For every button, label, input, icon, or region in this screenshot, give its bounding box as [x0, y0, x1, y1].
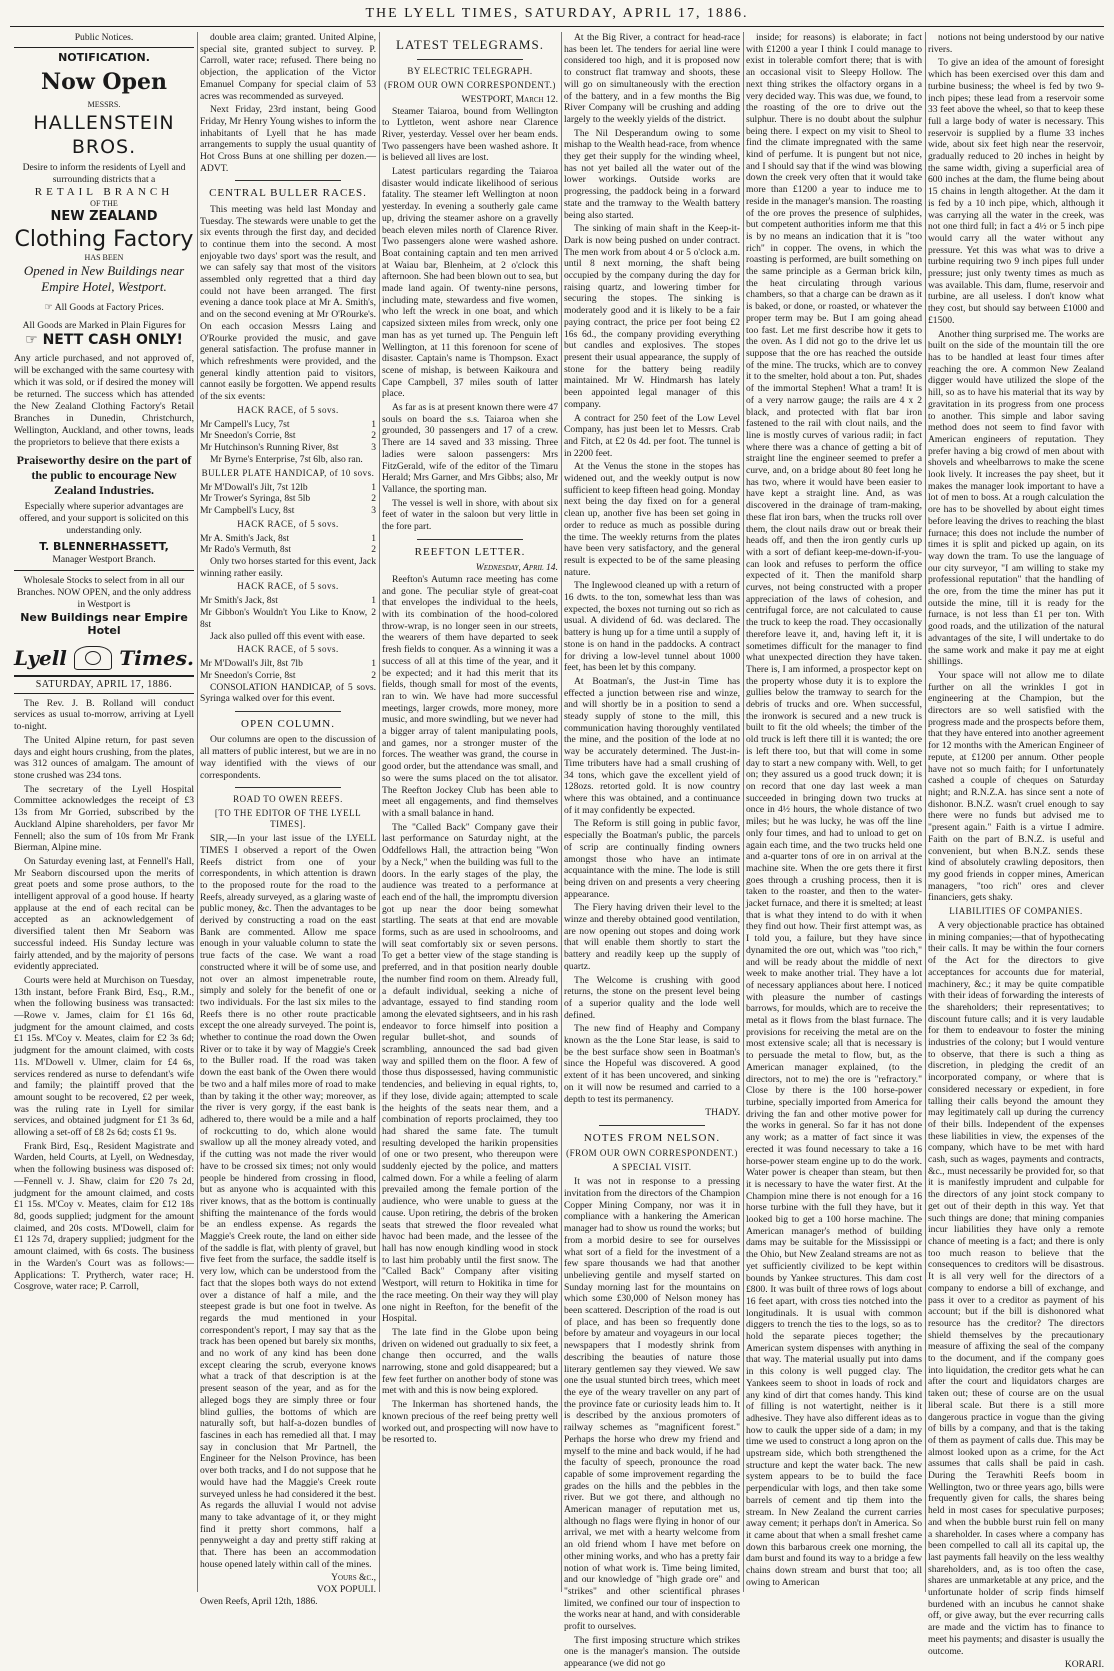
paragraph: The "Called Back" Company gave their last performance on Saturday night, at the Oddfellows Hall, the attraction being "Won by a Neck," when the building was full to the doors. In the early stages of the play, the audience was treated to a performance at each end of the hall, the impromptu diversion got up near the door being somewhat startling. The seats at that end are movable forms, such as are used in schoolrooms, and will seat comfortably six or seven persons. To get a better view of the stage standing is preferred, and in that position nearly double the number find room on them. Already full, a default individual, seeking a niche of advantage, essayed to find standing room among the elevated sightseers, and in his rash endeavor to force himself into position a regular bullet-shot, and sounds of scrambling, announced the sad bad given way and spilled them on the floor. A few of those thus dispossessed, having communistic tendencies, and believing in equal rights, to, if they lose, divide again; attempted to scale the heights of the seats near them, and a combination of reports proclaimed, they too had shared the same fate. The tumult resulting developed the harikin propensities of one or two present, who thereupon were suddenly ejected by the police, and matters calmed down. For a while a feeling of alarm prevailed among the female portion of the audience, who were unable to guess at the cause. Upon retiring, the debris of the broken seats that strewed the floor revealed what havoc had been made, and the lessee of the hall has now enough kindling wood in stock to last him probably until the first snow. The "Called Back" Company after visiting Westport, will return to Hokitika in time for the race meeting. On their way they will play one night in Reefton, for the benefit of the Hospital.	[382, 821, 558, 1325]
now-open-heading: Now Open	[41, 68, 167, 95]
especially-text: Especially where superior advantages are offered, and your support is solicited on this understanding only.	[19, 501, 189, 537]
paragraph: The Fiery having driven their level to the winze and thereby obtained good ventilation, are now opening out stopes and doing work that will enable them shortly to start the battery and readily keep up the supply of quartz.	[564, 902, 740, 972]
paragraph: Steamer Taiaroa, bound from Wellington to Lyttleton, went ashore near Clarence River, yesterday. Vessel over her beam ends. Two passengers have been washed ashore. It is believed all lives are lost.	[382, 105, 558, 164]
paragraph: The Inglewood cleaned up with a return of 16 dwts. to the ton, somewhat less than was expected, the boxes not turning out so rich as usual. A dividend of 6d. was declared. The battery is hung up for a time until a supply of stone is on hand in the paddocks. A contract for driving a low-level tunnel about 1000 feet, has been let by this company.	[564, 580, 740, 674]
paragraph: Our columns are open to the discussion of all matters of public interest, but we are in no way identified with the views of our correspondents.	[200, 734, 376, 781]
pointing-hand-icon: ☞	[44, 301, 55, 313]
signature: KORARI.	[1064, 1659, 1104, 1671]
wholesale-text: Wholesale Stocks to select from in all our Branches. NOW OPEN, and the only address in Westport is	[16, 574, 192, 610]
column-rule	[197, 32, 198, 1592]
paragraph: notions not being understood by our native rivers.	[928, 32, 1104, 55]
paragraph: The Welcome is crushing with good returns, the stone on the present level being of a superior quality and the lode well defined.	[564, 974, 740, 1021]
section-heading: OPEN COLUMN.	[241, 718, 335, 730]
closing: Yours &c.,	[331, 1572, 376, 1584]
paragraph: The first imposing structure which strikes one is the manager's mansion. The outside appearance (we did not go	[564, 1634, 740, 1670]
paragraph: Reefton's Autumn race meeting has come and gone. The peculiar style of great-coat that envelopes the individual to the heels, with its combination of the hood-colored throw-wrap, is no longer seen in our streets, the wearers of them have departed to seek fresh fields to conquer. As a winning it was a success of all at this time of the year, and it be expected; and it had this merit that its fields, though small for most of the events, ran to win. We have had more successful meetings, larger crowds, more money, more music, and more swindling, but we never had a bigger array of talent manipulating pools, and games, nor a stronger muster of the forces. The weather was grand, the course in good order, but the attendance was small, and so were the sums placed on the tot alisator. The Reefton Jockey Club has been able to meet all engagements, and find themselves with a small balance in hand.	[382, 573, 558, 819]
paragraph: It was not in response to a pressing invitation from the directors of the Champion Copper Mining Company, nor was it in compliance with a hankering the American manager had to show us round the works; but from a morbid desire to see for ourselves what sort of a field for the investment of a few spare thousands we had that another unbelieving gentile and myself started on Sunday morning last for the mountains on which some £30,000 of Nelson money has been scattered. Description of the road is out of place, and has been so frequently done before by amateur and voyageurs in our local newspapers that I modestly shrink from describing the beauties of nature those literary gentlemen say they viewed. We saw one the usual stunted birch trees, which meet the eye of the weary traveller on any part of the province fate or curiosity leads him to. It is described by the anxious promoters of railway schemes as "magnificent forest." Perhaps the horse who drew my friend and myself to the mine and back would, if he had the faculty of speech, pronounce the road capable of some improvement regarding the grades on the hills and the pebbles in the river. But we got there, and although no American manager of reputation met us, although no flags were flying in honor of our arrival, we met with a hearty welcome from an old friend whom I have met before on other mining works, and who has a pretty fair notion of what work is. Time being limited, and our knowledge of "high grade ore" and "strikes" and other scientifical phrases limited, we confined our tour of inspection to the works near at hand, and with considerable profit to ourselves.	[564, 1176, 740, 1633]
flag-right: Times.	[119, 646, 194, 671]
paragraph: At the Venus the stone in the stopes has widened out, and the weekly output is now sufficient to keep fifteen head going. Monday next being the day fixed on for a general clean up, another five has been set going in order to reduce as much as possible during the time. The weekly returns from the plates have been very satisfactory, and the general result is expected to be of the same pleasing nature.	[564, 461, 740, 578]
opened-text: Opened in New Buildings near Empire Hotel, Westport.	[23, 263, 185, 295]
paragraph: To give an idea of the amount of foresight which has been exercised over this dam and turbine business; the wheel is fed by two 9-inch pipes; these lead from a reservoir some 33 feet above the wheel, so that to keep these full a large body of water is necessary. This reservoir is supplied by a flume 33 inches wide, about six feet high near the reservoir, gradually reduced to 20 inches in height by the same width, giving a superficial area of 600 inches at the dam, the flume being about 15 chains in length altogether. At the dam it is fed by a 10 inch pipe, which, although it was carrying all the water in the creek, was not one third full; in fact a 4½ or 5 inch pipe would carry all the water without any pressure. Yet this was what was to drive a turbine requiring two 9 inch pipes full under pressure; just only twenty times as much as was available. This dam, flume, reservoir and turbine, are all useless. I don't know what they cost, but should say between £1000 and £1500.	[928, 57, 1104, 326]
paragraph: The United Alpine return, for past seven days and eight hours crushing, from the plates, was 312 ounces of amalgam. The amount of stone crushed was 234 tons.	[14, 734, 194, 781]
column-rule	[561, 32, 562, 1592]
column-2	[200, 32, 376, 1607]
factory-prices-text: ☞ All Goods at Factory Prices.	[44, 301, 164, 313]
section-heading: CENTRAL BULLER RACES.	[209, 187, 367, 200]
paragraph: This meeting was held last Monday and Tuesday. The stewards were unable to get the six events through the first day, and decided to continue them into the second. A most enjoyable two days' sport was the result, and we can safely say that most of the visitors assembled only regretted that a third day could not have been arranged. The first evening a dance took place at Mr A. Smith's, and on the second evening at Mr O'Rourke's. On each occasion Messrs Laing and O'Rourke provided the music, and gave general satisfaction. The profuse manner in which refreshments were provided, and the general kindly attention paid to visitors, cannot easily be forgotten. We append results of the six events:	[200, 203, 376, 403]
clothing-factory-heading: Clothing Factory	[14, 226, 194, 252]
section-heading: LATEST TELEGRAMS.	[396, 37, 544, 52]
race-note: Only two horses started for this event, Jack winning rather easily.	[200, 556, 376, 579]
race-note: Jack also pulled off this event with ease.	[210, 630, 365, 642]
paragraph: Another thing surprised me. The works are built on the side of the mountain till the ore has to be handled at least four times after reaching the ore. A common New Zealand digger would have utilized the slope of the hill, so as to have his material that its way by gravitation in its progress from one process to another. This simple and labor saving method does not seem to find favor with American engineers of reputation. They prefer having a big crowd of men about with shovels and wheelbarrows to make the scene look lively. It increases the pay sheet, but it makes the manager look important to have a lot of men to boss. At a rough calculation the ore has to be shovelled by about eight times before leaving the drives to reaching the blast furnace; this does not include the number of times it is split and picked up again, on its way down the tram. To use the language of our city surveyor, "I am willing to stake my professional reputation" that the handling of the ore, from the time the miner has put it outside the mine, till it is ready for the furnace, is not less than £1 per ton. With good roads, and the utilization of the natural advantages of the site, I will undertake to do the same work and make it pay me at eight shillings.	[928, 328, 1104, 668]
masthead-rule	[10, 26, 1104, 27]
new-zealand-heading: NEW ZEALAND	[50, 209, 158, 225]
paragraph: Your space will not allow me to dilate further on all the wrinkles I got in engineering at the Champion, but the directors are so well satisfied with the progress made and the prospects before them, that they have entered into another agreement for 12 months with the American Engineer of repute, at £1200 per annum. Other people have not so much faith; for I unfortunately cashed a couple of cheques on Saturday night; and R.N.Z.A. has since sent a note of dishonor. B.N.Z. wasn't cruel enough to say there were no funds but advised me to "present again." Faith is a virtue I admire. Faith on the part of B.N.Z. is useful and convenient, but when B.N.Z. sends these kind of absolutely crawling depositors, then my good friends in copper mines, American managers, "too rich" ores and clever financiers, gets shaky.	[928, 669, 1104, 904]
column-rule	[925, 32, 926, 1592]
race-result: Mr Sneedon's Corrie, 8st 2	[200, 669, 376, 681]
race-heading: BULLER PLATE HANDICAP, of 10 sovs.	[201, 467, 375, 478]
flag-left: Lyell	[14, 646, 67, 671]
paragraph: The Reform is still going in public favor, especially the Boatman's public, the parcels of scrip are continually finding owners amongst those who have an intimate acquaintance with the mine. The lode is still being driven on and presents a very cheering appearance.	[564, 818, 740, 900]
retail-branch-heading: RETAIL BRANCH	[34, 185, 174, 198]
section-subheading: (FROM OUR OWN CORRESPONDENT.)	[384, 79, 556, 90]
paragraph: The new find of Heaphy and Company known as the the Lone Star lease, is said to be the best surface show seen in Boatman's since the Hopeful was discovered. A good extent of it has been uncovered, and sinking on it will now be resumed and carried to a depth to test its permanency.	[564, 1023, 740, 1105]
column-3	[382, 32, 558, 1592]
paragraph: Courts were held at Murchison on Tuesday, 13th instant, before Frank Bird, Esq., R.M., when the following business was transacted:—Rowe v. James, claim for £1 16s 6d, judgment for the amount claimed, and costs £1 15s. M'Coy v. Meates, claim for £2 3s 6d; judgment for the amount claimed, with costs 11s. M'Dowell v. Ulmer, claim for £4 6s, services rendered as nurse to defendant's wife and family; the plaintiff proved that the amount sought to be recovered, £2 per week, was the ruling rate in Lyell for similar services, and obtained judgment for £1 3s 6d, allowing a set-off of £8 2s 6d; costs £1 9s.	[14, 974, 194, 1139]
signature: VOX POPULI.	[316, 1584, 376, 1596]
race-heading: HACK RACE, of 5 sovs.	[237, 581, 339, 592]
paragraph: The late find in the Globe upon being driven on widened out gradually to six feet, a change then occurred, and the walls narrowing, stone and gold disappeared; but a few feet further on another body of stone was met with and this is now being explored.	[382, 1326, 558, 1397]
paragraph: Latest particulars regarding the Taiaroa disaster would indicate likelihood of serious fatality. The steamer left Wellington at noon yesterday. In evening a southerly gale came up, driving the steamer ashore on a gravelly beach eleven miles north of Clarence River. Two passengers alone were washed ashore. Boat containing captain and ten men arrived at Waiau bar, Blenheim, at 2 o'clock this afternoon. She had been blown out to sea, but made land again. Of twenty-nine persons, including mate, stewardess and five women, who left the wreck in one boat, and which capsized sixteen miles from wreck, only one man has as yet turned up. The Penguin left Wellington, at 11 this forenoon for scene of disaster. Captain's name is Thompson. Exact scene of mishap, is between Kaikoura and Cape Campbell, 37 miles south of latter place.	[382, 166, 558, 400]
race-result: Mr Hutchinson's Running River, 8st 3	[200, 442, 376, 454]
race-result: Mr Campell's Lucy, 7st 1	[200, 418, 376, 430]
race-result: Mr Smith's Jack, 8st 1	[200, 595, 376, 607]
paragraph: As far as is at present known there were 47 souls on board the s.s. Taiaroa when she grounded, 30 passengers and 17 of a crew. There are 14 saved and 33 missing. Three ladies were saloon passengers: Mrs FitzGerald, wife of the editor of the Timaru Herald; Mrs Garner, and Mrs Gibbs; also, Mr Vallance, the sporting man.	[382, 402, 558, 495]
paragraph: The vessel is well in shore, with about six feet of water in the saloon but very little in the fore part.	[382, 497, 558, 533]
section-heading: NOTES FROM NELSON.	[583, 1131, 721, 1144]
paragraph: double area claim; granted. United Alpine, special site, granted subject to survey. P. Carroll, water race; refused. There being no objection, the application of the Victor Emanuel Company for special claim of 53 acres was recommended as surveyed.	[200, 32, 376, 102]
place-date: Wednesday, April 14.	[475, 562, 558, 574]
race-heading: HACK RACE, of 5 sovs.	[237, 404, 339, 415]
messrs-label: MESSRS.	[87, 100, 121, 110]
column-rule	[379, 32, 380, 1592]
praiseworthy-text: Praiseworthy desire on the part of the public to encourage New Zealand Industries.	[16, 453, 192, 498]
paragraph: Frank Bird, Esq., Resident Magistrate and Warden, held Courts, at Lyell, on Wednesday, when the following business was disposed of:—Fennell v. J. Shaw, claim for £20 7s 2d, judgment for the amount claimed, and costs £1 15s. M'Coy v. Meates, claim for £12 18s 8d, goods supplied; judgment for the amount claimed, and 20s costs. M'Dowell, claim for £1 12s 7d, drapery supplied; judgment for the amount claimed, with 6s costs. The business in the Warden's Court was as follows:—Applications: T. Prytherch, water race; H. Cosgrove, water race; P. Carroll,	[14, 1140, 194, 1293]
paragraph: The Rev. J. B. Rolland will conduct services as usual to-morrow, arriving at Lyell to-night.	[14, 697, 194, 733]
newspaper-flag	[14, 646, 194, 670]
has-been-label: HAS BEEN	[84, 253, 124, 263]
race-note: CONSOLATION HANDICAP, of 5 sovs. Syringa walked over for this event.	[200, 681, 376, 705]
race-result: Mr Rado's Vermuth, 8st 2	[200, 544, 376, 556]
new-buildings-text: New Buildings near Empire Hotel	[20, 610, 188, 638]
signature: THADY.	[705, 1107, 740, 1119]
place-date: WESTPORT, March 12.	[461, 93, 558, 105]
section-subheading: ROAD TO OWEN REEFS.	[233, 794, 343, 805]
paragraph: On Saturday evening last, at Fennell's Hall, Mr Seaborn discoursed upon the merits of great poets and some prose authors, to the intelligent approval of a good house. If hearty applause at the end of each recital can be accepted as an acknowledgement of diversified talent then Mr Seaborn was successful indeed. His Sunday lecture was fairly attended, and by the majority of persons evidently appreciated.	[14, 855, 194, 973]
paragraph: The secretary of the Lyell Hospital Committee acknowledges the receipt of £3 13s from Mr Gorried, subscribed by the Auckland Alpine shareholders, per favor Mr Fennell; also the sum of 10s from Mr Frank Bierman, Alpine mine.	[14, 783, 194, 854]
nett-cash-text: ☞ NETT CASH ONLY!	[25, 331, 183, 348]
column-1	[14, 32, 194, 1592]
editor-line: [TO THE EDITOR OF THE LYELL TIMES].	[214, 808, 362, 830]
race-result: Mr Trower's Syringa, 8st 5lb 2	[200, 493, 376, 505]
of-the-label: OF THE	[90, 199, 118, 209]
paragraph: inside; for reasons) is elaborate; in fact with £1200 a year I think I could manage to exist in tolerable comfort there; that is with an occasional visit to Sleepy Hollow. The next thing strikes the olfactory organs in a very decided way. This was due, we found, to the roasting of the ore to drive out the sulphur. There is no doubt about the sulphur being there. I expect on my visit to Sheol to find the climate impregnated with the same kind of perfume. It is pungent but not nice, and I should say that if the wind was blowing down the creek very often that it would take more than £1200 a year to induce me to reside in the manager's mansion. The roasting of the ore proves the presence of sulphides, but competent authorities inform me that this is by no means an indication that it is "too rich" in copper. The ovens, in which the roasting is performed, are built something on the same principle as a German brick kiln, the heat circulating through various chambers, so that a charge can be drawn as it is baked, or done, or roasted, or whatever the proper term may be. But I am going ahead too fast. Let me first describe how it gets to the oven. As I did not go to the drive let us suppose that the ore has reached the outside of the mine. The trucks, which are to convey it to the smelter, hold about a ton. Put, shades of the immortal Stephen! What a tram! It is of a very narrow gauge; the rails are 4 x 2 black, and protected with flat bar iron fastened to the rail with clout nails, and the line is mostly curves of various radii; in fact where there was a chance of getting a bit of straight line the engineer seemed to prefer a curve, and, on a bridge about 80 feet long he has two, where it would have been easier to have kept a straight line. And, as was discovered in the drainage of tram-making, these flat iron bars, when the trucks roll over them, the clout nails draw out or break their heads off, and then the iron gently curls up with a sort of defiant keep-me-down-if-you-can look and refuses to perform the office expected of it. Then the manifold sharp curves, not being constructed with a proper appreciation of the laws of cohesion, and centrifugal force, are not calculated to cause the truck to keep the road. They occasionally therefore leave it, and, having left it, it is sometimes difficult for the manager to find what unexpected direction they have taken. There is, I am informed, a prospector kept on the property whose duty it is to explore the gullies below the tramway to search for the debris of trucks and ore. When successful, the ironwork is secured and a new truck is built to fit the old wheels; the timber of the old truck is left there till it is wanted; the ore is left there too, but that will come in some day to start a new company with. Well, to get on; they assured us a good truck down; it is on record that one day last week a man succeeded in bringing down two trucks at once in 4½ hours, the whole distance of two miles; but he was lucky, he was off the line only four times, and had to unload to get on again each time, and the two trucks held one and a-quarter tons of ore in on arrival at the machine site. When the ore gets there it first goes through a crushing process, then it is taken to the roaster, and then to the water-jacket furnace, and there it is smelted; at least that is what they intend to do with it when they find out how. Their first attempt was, as I told you, a failure, but they have since dynamited the ore out, which was "too rich," and will be ready about the middle of next week to make another trial. They have a lot of necessary appliances about here. I noticed with pleasure the number of castings barrows, for moulds, which are to receive the metal as it flows from the blast furnace. The provisions for receiving the metal are on the most extensive scale; all that is necessary is to persuade the metal to flow, but, as the American manager explained, (to the directors, not to me) the ore is "refractory." Close by there is the 100 horse-power turbine, specially imported from America for driving the fan and other motive power for the works in general. So far it has not done any work; as a matter of fact since it was erected it was found necessary to take a 16 horse-power steam engine up to do the work. Water power is cheaper than steam, but then it is necessary to have the water first. At the Champion mine there is not enough for a 16 horse turbine with the full they have, but it looked big to get a 100 horse machine. The American manager's method of building dams may be suitable for the Mississippi or the Ohio, but New Zealand streams are not as yet sufficiently civilized to be kept within bounds by Yankee structures. This dam cost £800. It was built of three rows of logs about 16 feet apart, with cross ties notched into the longitudinals. It is usual with common diggers to trench the ties to the logs, so as to hold the separate pieces together; the American system dispenses with anything in that way. The material usually put into dams in this colony is well pugged clay. The Yankees seem to shoot in loads of rock and any kind of dirt that comes handy. This kind of filling is not watertight, neither is it adhesive. They have also different ideas as to how to caulk the upper side of a dam; in my time we used to construct a long apron on the upstream side, which both strengthened the structure and kept the water back. The new system appears to be to build the face perpendicular with logs, and then take some barrels of cement and tip them into the stream. In New Zealand the current carries away cement; it perhaps don't in America. So it came about that when a small freshet came down this barbarous creek one morning, the dam burst and found its way to a bridge a few chains down stream and burst that too; all owing to American	[746, 32, 922, 1588]
race-result: Mr M'Dowall's Jilt, 8st 7lb 1	[200, 658, 376, 670]
column-5	[746, 32, 922, 1592]
paragraph: A very objectionable practice has obtained in mining companies;—that of hypothecating their calls. It may be within the four corners of the Act for the directors to give acceptances for accounts due for material, machinery, &c.; it may be quite compatible with their ideas of forwarding the interests of the shareholders; their representatives; to discount future calls; and it is very laudable for them to endeavour to foster the mining industries of the colony; but I would venture to observe, that there is such a thing as discretion, in pledging the credit of an incorporated company, or where that is considered necessary or expedient, in fore talling their calls beyond the amount they may legitimately call up during the currency of their bills. Independent of the expenses these liabilities in view, the expenses of the company, which have to be met with hard cash, such as wages, payments and contracts, &c., must necessarily be provided for, so that it is manifestly imprudent and culpable for the directors of any joint stock company to get out of their depth in this way. Yet that such things are done; that mining companies incur liabilities they have only a remote chance of meeting is a fact; and there is only too much reason to believe that the consequences to creditors will be disastrous. It is all very well for the directors of a company to endorse a bill of exchange, and pass it over to a creditor as payment of his account; but if the bill is dishonored what resource has the creditor? The directors shield themselves by the precautionary measure of affixing the seal of the company to the document, and if the company goes into liquidation, the creditor gets what he can after the court and liquidators charges are taken out; these of course are on the usual liberal scale. But there is a still more dangerous practice in vogue than the giving of bills by a company, and that is the taking of them as payment of calls due. This may be almost looked upon as a crime, for the Act assumes that calls shall be paid in cash. During the Terawhiti Reefs boom in Wellington, two or three years ago, bills were frequently given for calls, the shares being held in most cases for speculative purposes; and when the bubble burst ruin fell on many a shareholder. In cases where a company has been compelled to call all its capital up, the last payments fall heavily on the less wealthy shareholders, and, as is too often the case, shares are unmarketable at any price, and the unfortunate holder of scrip finds himself burdened with an incubus he cannot shake off, or give away, but the ever recurring calls are made and the victim has to finance to meet his payments; and disaster is usually the outcome.	[928, 920, 1104, 1657]
manager-name: T. BLENNERHASSETT,	[39, 540, 169, 553]
section-subheading: LIABILITIES OF COMPANIES.	[949, 906, 1083, 917]
paragraph: A contract for 250 feet of the Low Level Company, has just been let to Messrs. Crab and Fitch, at £2 0s 4d. per foot. The tunnel is in 2200 feet.	[564, 412, 740, 459]
section-subheading: BY ELECTRIC TELEGRAPH.	[407, 65, 533, 76]
paragraph: At Boatman's, the Just-in Time has effected a junction between rise and winze, and will shortly be in a position to send a steady supply of stone to the mill, this communication having thoroughly ventilated the mine, and the position of the lode at no way be accurately determined. The Just-in-Time tributers have had a small crushing of 34 tons, which gave the excellent yield of 128ozs. retorted gold. It is now country where this was obtained, and a continuance of it may confidently be expected.	[564, 675, 740, 816]
clothing-advertisement	[14, 32, 194, 638]
paragraph: The Nil Desperandum owing to some mishap to the Wealth head-race, from whence they get their supply for the winding wheel, has not yet bailed all the water out of the lower workings. Outside works are progressing, the paddock being in a forward state and the tramway to the Wealth battery being also started.	[564, 127, 740, 221]
dateline: SATURDAY, APRIL 17, 1886.	[14, 675, 194, 694]
masthead: THE LYELL TIMES, SATURDAY, APRIL 17, 1886.	[365, 6, 749, 21]
paragraph: Next Friday, 23rd instant, being Good Friday, Mr Henry Young wishes to inform the inhabitants of Lyell that he has made arrangements to supply the usual quantity of Hot Cross Buns at one shilling per dozen.—ADVT.	[200, 104, 376, 174]
column-6	[928, 32, 1104, 1671]
marked-text: All Goods are Marked in Plain Figures for	[22, 319, 186, 331]
race-result: Mr Sneedon's Corrie, 8st 2	[200, 430, 376, 442]
notices-heading: Public Notices.	[74, 32, 134, 43]
paragraph: The Inkerman has shortened hands, the known precious of the reef being pretty well worked out, and prospecting will now have to be resorted to.	[382, 1399, 558, 1446]
ad-body-text: Any article purchased, and not approved of, will be exchanged with the same courtesy with which it was sold, or if desired the money will be returned. The success which has attended the New Zealand Clothing Factory's Retail Branches in Dunedin, Christchurch, Wellington, Auckland, and other towns, leads the proprietors to believe that there exists a	[14, 353, 194, 449]
column-4	[564, 32, 740, 1670]
paragraph: The sinking of main shaft in the Keep-it-Dark is now being pushed on under contract. The men work from about 4 or 5 o'clock a.m. until 8 next morning, the shaft being occupied by the company during the day for raising quartz, and lowering timber for securing the stopes. The sinking is moderately good and it is likely to be a fair paying contract, the price per foot being £2 16s 6d., the company providing everything but candles and explosives. The stopes present their usual appearance, the supply of stone for the battery being readily maintained. Mr W. Hindmarsh has lately been appointed legal manager of this company.	[564, 223, 740, 410]
paragraph: At the Big River, a contract for head-race has been let. The tenders for aerial line were considered too high, and it is proposed now to construct flat tramway and shoots, these will go on simultaneously with the erection of the battery, and in a few months the Big River Company will be crushing and adding largely to the weekly yields of the district.	[564, 32, 740, 125]
column-rule	[743, 32, 744, 1592]
firm-name: HALLENSTEIN BROS.	[33, 112, 175, 158]
manager-title: Manager Westport Branch.	[52, 553, 156, 565]
ad-desire-text: Desire to inform the residents of Lyell and surrounding districts that a	[22, 161, 186, 185]
race-result: Mr Gibbon's Wouldn't You Like to Know, 8st 2	[200, 607, 376, 630]
race-heading: HACK RACE, of 5 sovs.	[237, 518, 339, 529]
pointing-hand-icon: ☞	[25, 331, 43, 348]
crest-icon	[74, 646, 112, 670]
paragraph: SIR,—In your last issue of the LYELL TIMES I observed a report of the Owen Reefs district from one of your correspondents, in which attention is drawn to the proposed route for the road to the Reefs, already surveyed, as a glaring waste of public money, &c. Then the advantages to be derived by constructing a road on the east Bank are commented. Allow me space enough in your valuable column to state the true facts of the case. We want a road constructed where it will be of some use, and not over an almost impenetrable route, simply and solely for the benefit of one or two individuals. For the last six miles to the Reefs there is no other route practicable except the one already surveyed. The point is, whether to continue the road down the Owen River or to take it by way of Maggie's Creek to the Buller road. If the road was taken down the east bank of the Owen there would be two and a half miles more of road to make than by taking it the other way; moreover, as the river is very gorgy, if the east bank is adhered to, there would be a mile and a half of rockcutting to do, which alone would swallow up all the money already voted, and if the cutting was not made the river would have to be crossed six times; not only would people be hindered from crossing in flood, but as anyone who is acquainted with this river knows, that as the bottom is continually shifting the maintenance of the fords would be an endless expense. As regards the Maggie's Creek route, the land on either side of the saddle is flat, with plenty of gravel, but five feet from the surface, the saddle itself is very low, which can be understood from the fact that the slopes both ways do not extend over a distance of half a mile, and the steepest grade is but one foot in twelve. As regards the mud mentioned in your correspondent's report, I may say that as the track has been opened but barely six months, and no work of any kind has been done except clearing the scrub, everyone knows what a track of that description is at the present season of the year, and as for the alleged bogs they are simply three or four blind gullies, the bottoms of which are naturally soft, but half-a-dozen bundles of fascines in each has remedied all that. I may say in conclusion that Mr Partnell, the Engineer for the Nelson Province, has been over both tracks, and I do not suppose that he would have had the Maggie's Creek route surveyed unless he had considered it the best. As regards the alluvial I would not advise many to take advantage of it, or they might find it pretty short commons, half a pennyweight a day and pretty stiff raking at that. There has been an accommodation house opened lately within call of the mines.	[200, 833, 376, 1570]
notification-heading: NOTIFICATION.	[58, 50, 150, 64]
race-result: Mr Campbell's Lucy, 8st 3	[200, 504, 376, 516]
section-subheading: A SPECIAL VISIT.	[612, 1162, 692, 1173]
race-result: Mr M'Dowall's Jilt, 7st 12lb 1	[200, 481, 376, 493]
section-heading: REEFTON LETTER.	[414, 545, 526, 558]
race-note: Mr Byrne's Enterprise, 7st 6lb, also ran.	[210, 453, 363, 465]
race-result: Mr A. Smith's Jack, 8st 1	[200, 532, 376, 544]
place-date: Owen Reefs, April 12th, 1886.	[200, 1595, 318, 1607]
race-heading: HACK RACE, of 5 sovs.	[237, 644, 339, 655]
section-subheading: (FROM OUR OWN CORRESPONDENT.)	[566, 1148, 738, 1159]
